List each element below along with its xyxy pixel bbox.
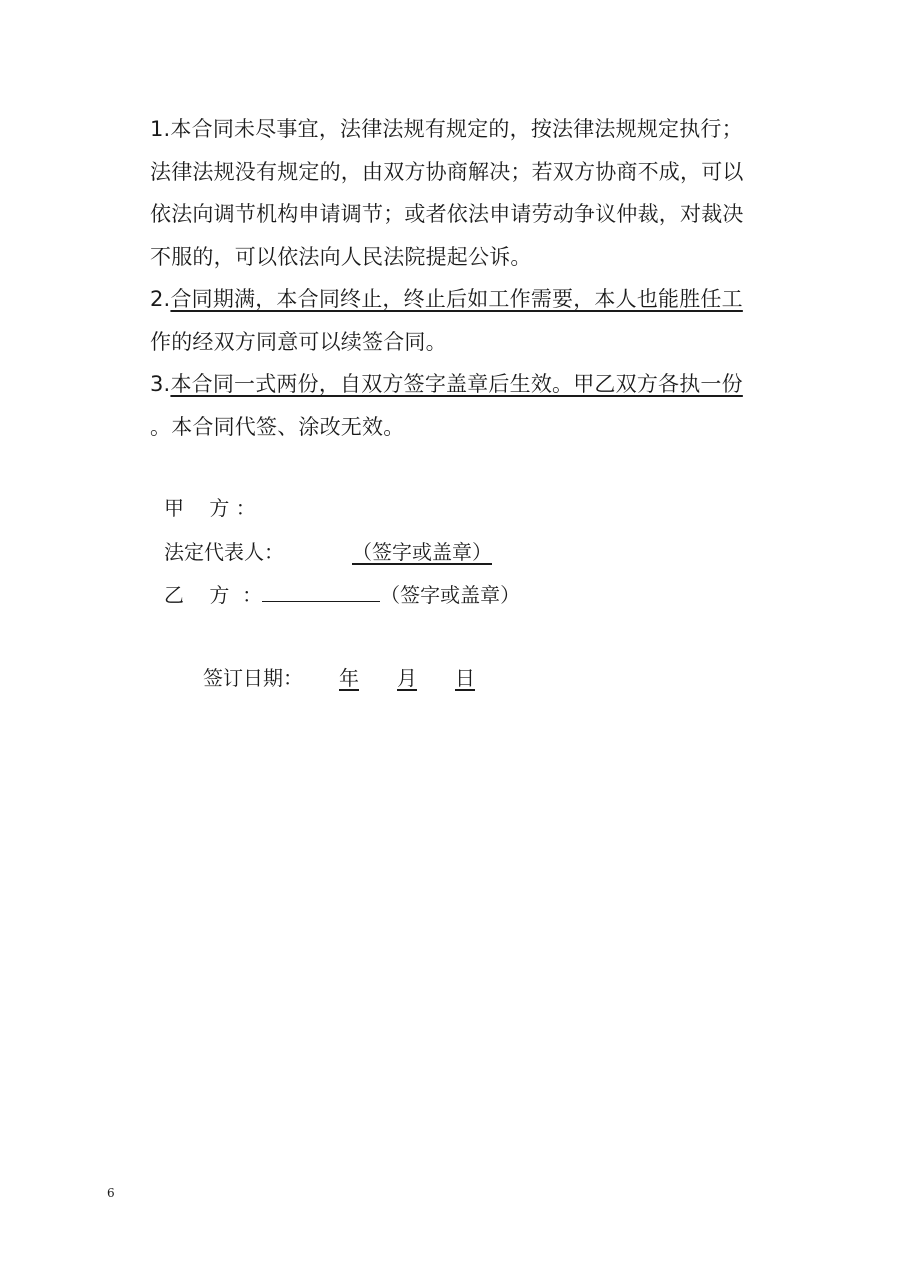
signing-date-field bbox=[303, 666, 475, 690]
party-a-row bbox=[164, 494, 256, 522]
month-label: 月 bbox=[397, 666, 417, 690]
legal-representative-note: （签字或盖章） bbox=[352, 540, 492, 564]
page-number: 6 bbox=[107, 1186, 115, 1200]
clause-1-line-3: 依法向调节机构申请调节；或者依法申请劳动争议仲裁，对裁决 bbox=[150, 202, 744, 226]
signing-date-row bbox=[203, 664, 475, 692]
signing-date-label: 签订日期： bbox=[203, 666, 303, 690]
party-b-note: （签字或盖章） bbox=[380, 583, 521, 607]
clause-3-line-2: 。本合同代签、涂改无效。 bbox=[150, 414, 405, 439]
legal-representative-label: 法定代表人： bbox=[164, 540, 284, 564]
legal-representative-row bbox=[164, 538, 492, 566]
day-label: 日 bbox=[455, 666, 475, 690]
clause-1-line-4: 不服的，可以依法向人民法院提起公诉。 bbox=[150, 244, 532, 269]
contract-clauses bbox=[150, 108, 750, 448]
party-a-label: 甲 方 ： bbox=[164, 496, 256, 520]
legal-representative-signature-field bbox=[284, 540, 492, 564]
clause-3-number: 3. bbox=[150, 372, 171, 396]
party-b-row bbox=[164, 579, 520, 609]
clause-2-text-1: 合同期满，本合同终止，终止后如工作需要，本人也能胜任工 bbox=[170, 287, 743, 311]
clause-2-line-1 bbox=[150, 278, 750, 321]
clause-1-line-1: 1.本合同未尽事宜，法律法规有规定的，按法律法规规定执行； bbox=[150, 117, 743, 141]
party-b-signature-blank bbox=[262, 579, 380, 602]
clause-2-line-2: 作的经双方同意可以续签合同。 bbox=[150, 329, 447, 354]
year-label: 年 bbox=[339, 666, 359, 690]
clause-2-number: 2. bbox=[150, 287, 171, 311]
party-b-label: 乙 方 ： bbox=[164, 583, 263, 607]
clause-1-line-2: 法律法规没有规定的，由双方协商解决；若双方协商不成，可以 bbox=[150, 159, 744, 184]
clause-3-line-1 bbox=[150, 363, 750, 406]
clause-3-text-1: 本合同一式两份，自双方签字盖章后生效。甲乙双方各执一份 bbox=[170, 372, 743, 396]
